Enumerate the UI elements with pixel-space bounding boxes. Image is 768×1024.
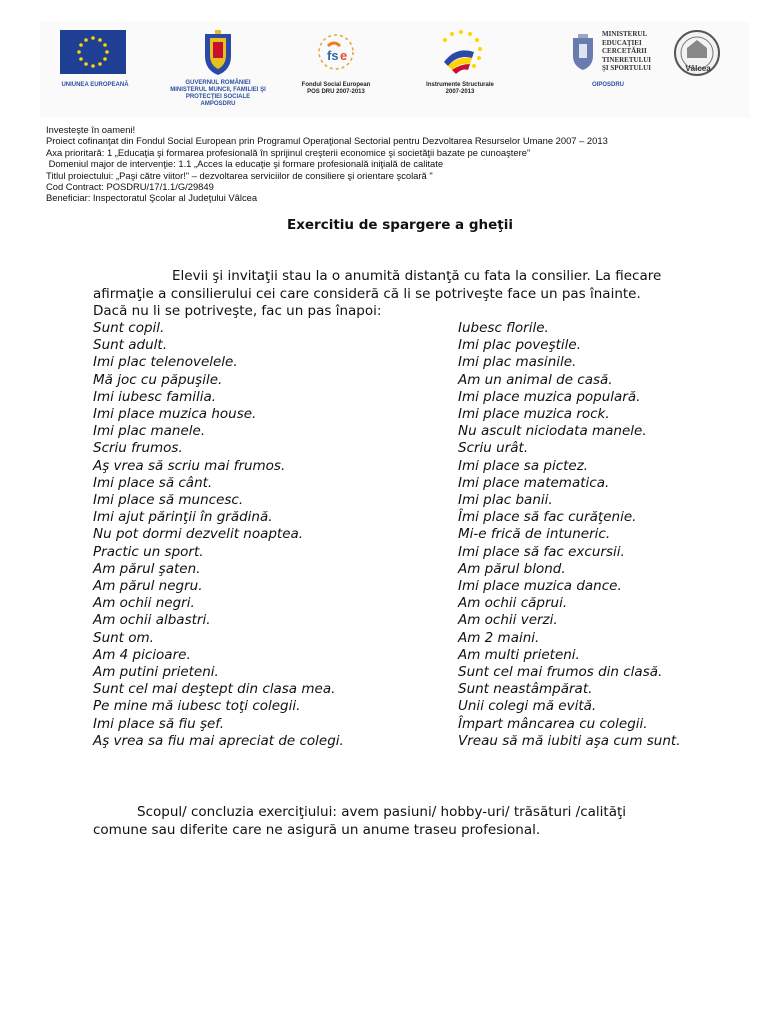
instrumente-caption: Instrumente Structurale 2007-2013: [426, 82, 494, 95]
statement-item: Am 2 maini.: [458, 629, 540, 646]
project-info-line: Domeniul major de intervenţie: 1.1 „Acces la educaţie şi formare profesională iniţială de calitate: [46, 158, 444, 170]
statement-item: Imi plac banii.: [458, 492, 553, 509]
project-info-line: Investeşte în oameni!: [46, 124, 136, 135]
statement-item: Imi plac masinile.: [458, 354, 577, 371]
statement-item: Sunt cel mai deştept din clasa mea.: [93, 681, 336, 698]
ministry-caption: OIPOSDRU: [591, 82, 624, 88]
coat-of-arms-icon: [201, 28, 235, 76]
statement-item: Pe mine mă iubesc toţi colegii.: [93, 698, 301, 715]
svg-text:fs: fs: [327, 48, 339, 63]
statement-item: Am ochii verzi.: [458, 612, 558, 629]
project-info-line: Axa prioritară: 1 „Educaţia şi formarea profesională în sprijinul creşterii economice şi societăţii bazate pe cunoaştere": [46, 146, 531, 158]
statement-item: Am multi prieteni.: [458, 646, 580, 663]
statement-item: Imi place sa pictez.: [458, 457, 589, 474]
instrumente-logo: [436, 28, 486, 78]
statement-item: Sunt om.: [93, 629, 154, 646]
statement-item: Imi place să muncesc.: [93, 492, 244, 509]
statement-item: Scriu urât.: [458, 440, 529, 457]
statement-item: Împart mâncarea cu colegii.: [458, 715, 648, 732]
ministry-line-4: TINERETULUI: [602, 55, 652, 64]
project-info-line: Titlul proiectului: „Paşi către viitor!" – dezvoltarea serviciilor de consiliere şi orientare şcolară ": [46, 169, 433, 181]
intro-paragraph: [93, 268, 713, 321]
statement-item: Scriu frumos.: [93, 440, 183, 457]
statement-item: Am putini prieteni.: [93, 664, 219, 681]
romania-logo: [201, 28, 235, 76]
left-statements: [93, 320, 443, 750]
statement-item: Imi place muzica populară.: [458, 388, 641, 405]
fse-caption: Fondul Social European POS DRU 2007-2013: [301, 82, 371, 95]
statement-item: Am ochii căprui.: [458, 595, 568, 612]
statement-item: Sunt neastâmpărat.: [458, 681, 593, 698]
statement-item: Imi place să cânt.: [93, 474, 213, 491]
romania-caption: GUVERNUL ROMÂNIEI MINISTERUL MUNCII, FAMILIEI ŞI PROTECŢIEI SOCIALE AMPOSDRU: [170, 80, 266, 107]
svg-text:e: e: [340, 48, 348, 63]
project-info-line: Proiect cofinanţat din Fondul Social European prin Programul Operaţional Sectorial pentru Dezvoltarea Resurselor Umane 2007 – 2013: [46, 135, 608, 147]
statement-item: Am părul blond.: [458, 560, 566, 577]
statement-item: Nu pot dormi dezvelit noaptea.: [93, 526, 304, 543]
statement-item: Unii colegi mă evită.: [458, 698, 597, 715]
conclusion-line: Scopul/ concluzia exerciţiului: avem pasiuni/ hobby-uri/ trăsături /calităţi: [137, 804, 627, 820]
eu-caption: UNIUNEA EUROPEANĂ: [61, 82, 129, 88]
statement-item: Am părul şaten.: [93, 560, 201, 577]
statement-item: Imi place matematica.: [458, 474, 610, 491]
eu-flag-icon: [60, 30, 126, 74]
statement-item: Iubesc florile.: [458, 320, 549, 336]
ministry-crest-icon: [570, 32, 596, 72]
statement-item: Am părul negru.: [93, 578, 203, 595]
statement-item: Sunt cel mai frumos din clasă.: [458, 664, 663, 681]
statement-item: Imi place muzica rock.: [458, 406, 610, 423]
statement-item: Imi place să fac excursii.: [458, 543, 625, 560]
right-statements: [458, 320, 758, 750]
statement-item: Îmi place să fac curăţenie.: [458, 509, 637, 526]
page-title: Exercitiu de spargere a gheţii: [286, 217, 514, 233]
eu-flag-logo: [60, 30, 130, 76]
statement-item: Imi place muzica dance.: [458, 578, 622, 595]
intro-line: Elevii şi invitaţii stau la o anumită distanţă cu fata la consilier. La fiecare: [172, 268, 662, 284]
statement-item: Aş vrea să scriu mai frumos.: [93, 457, 286, 474]
ministry-line-3: CERCETĂRII: [602, 47, 647, 56]
ministry-line-2: EDUCAŢIEI: [602, 38, 642, 47]
ministry-line-5: ŞI SPORTULUI: [602, 64, 651, 73]
statement-item: Imi place muzica house.: [93, 406, 257, 423]
ministry-logo: [570, 30, 655, 78]
statement-item: Am ochii albastri.: [93, 612, 211, 629]
isj-logo-text: Vâlcea: [685, 64, 711, 73]
statement-item: Imi plac poveştile.: [458, 337, 582, 354]
statement-item: Imi plac manele.: [93, 423, 206, 440]
statement-item: Imi iubesc familia.: [93, 388, 217, 405]
instrumente-icon: [436, 28, 486, 78]
conclusion-paragraph: [93, 804, 713, 839]
project-info-line: Beneficiar: Inspectoratul Şcolar al Judeţului Vâlcea: [46, 192, 258, 204]
ministry-line-1: MINISTERUL: [602, 30, 648, 38]
statement-item: Vreau să mă iubiti aşa cum sunt.: [458, 732, 681, 749]
statement-item: Am 4 picioare.: [93, 646, 191, 663]
statement-item: Imi ajut părinţii în grădină.: [93, 509, 273, 526]
statement-item: Am ochii negri.: [93, 595, 195, 612]
statement-item: Sunt adult.: [93, 337, 167, 354]
statement-item: Practic un sport.: [93, 543, 204, 560]
statement-item: Imi place să fiu şef.: [93, 715, 225, 732]
project-info-line: Cod Contract: POSDRU/17/1.1/G/29849: [46, 181, 214, 193]
statement-item: Mi-e frică de intuneric.: [458, 526, 611, 543]
project-info: [46, 124, 756, 204]
statement-item: Aş vrea sa fiu mai apreciat de colegi.: [93, 732, 344, 749]
statement-item: Mă joc cu păpuşile.: [93, 371, 223, 388]
statement-item: Am un animal de casă.: [458, 371, 613, 388]
statement-item: Nu ascult niciodata manele.: [458, 423, 647, 440]
intro-line: Dacă nu li se potriveşte, fac un pas înapoi:: [93, 303, 382, 319]
fse-icon: [316, 32, 356, 72]
intro-line: afirmaţie a consilierului cei care consideră că li se potriveşte face un pas înainte.: [93, 285, 641, 302]
fse-logo: [316, 32, 356, 72]
statement-item: Imi plac telenovelele.: [93, 354, 238, 371]
conclusion-line: comune sau diferite care ne asigură un anume traseu profesional.: [93, 821, 541, 838]
statement-item: Sunt copil.: [93, 320, 165, 336]
